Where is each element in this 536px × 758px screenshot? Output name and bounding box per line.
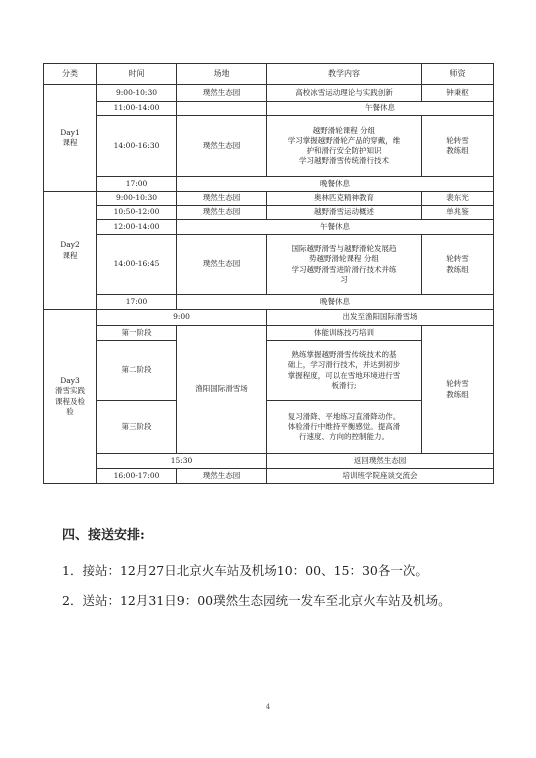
table-row xyxy=(44,220,494,235)
content-cell: 晚餐休息 xyxy=(177,177,494,192)
time-cell: 15:30 xyxy=(97,454,267,469)
table-row xyxy=(44,206,494,220)
content-cell: 国际越野滑雪与越野滑轮发展趋 势越野滑轮课程 分组 学习越野滑雪进阶滑行技术并练 习 xyxy=(267,235,422,295)
header-time: 时间 xyxy=(97,64,177,85)
time-cell: 第二阶段 xyxy=(97,341,177,401)
content-cell: 培训班学院座谈交流会 xyxy=(267,469,494,484)
content-cell: 体能训练技巧培训 xyxy=(267,326,422,341)
section-title: 四、接送安排: xyxy=(62,528,145,543)
time-cell: 11:00-14:00 xyxy=(97,102,177,116)
venue-cell: 渔阳国际滑雪场 xyxy=(177,326,267,454)
venue-cell xyxy=(177,102,267,116)
table-row xyxy=(44,177,494,192)
time-cell: 9:00 xyxy=(97,310,267,326)
venue-cell: 璞然生态园 xyxy=(177,116,267,177)
time-cell: 9:00-10:30 xyxy=(97,85,177,102)
header-teacher: 师资 xyxy=(422,64,494,85)
time-cell: 14:00-16:45 xyxy=(97,235,177,295)
venue-cell: 璞然生态园 xyxy=(177,206,267,220)
schedule-table xyxy=(43,63,494,484)
page-number: 4 xyxy=(265,703,271,711)
table-row xyxy=(44,235,494,295)
venue-cell: 璞然生态园 xyxy=(177,85,267,102)
teacher-cell: 轮转雪 教练组 xyxy=(422,235,494,295)
day1-label: Day1 课程 xyxy=(44,85,97,192)
teacher-cell: 单兆鉴 xyxy=(422,206,494,220)
teacher-cell: 钟秉枢 xyxy=(422,85,494,102)
table-row xyxy=(44,116,494,177)
header-venue: 场地 xyxy=(177,64,267,85)
time-cell: 第三阶段 xyxy=(97,401,177,454)
content-cell: 晚餐休息 xyxy=(177,295,494,310)
time-cell: 14:00-16:30 xyxy=(97,116,177,177)
table-row xyxy=(44,454,494,469)
content-cell: 奥林匹克精神教育 xyxy=(267,192,422,206)
venue-cell: 璞然生态园 xyxy=(177,235,267,295)
time-cell: 16:00-17:00 xyxy=(97,469,177,484)
content-cell: 越野滑轮课程 分组 学习掌握越野滑轮产品的穿戴，维 护和滑行安全防护知识 学习越野滑雪传统滑行技术 xyxy=(267,116,422,177)
day3-label: Day3 滑雪实践 课程及检 验 xyxy=(44,310,97,484)
table-row xyxy=(44,326,494,341)
content-cell: 熟练掌握越野滑雪传统技术的基 础上，学习滑行技术，并达到初步 掌握程度，可以在雪地环境进行雪 板滑行; xyxy=(267,341,422,401)
time-cell: 17:00 xyxy=(97,295,177,310)
pickup-line: 1．接站：12月27日北京火车站及机场10：00、15：30各一次。 xyxy=(62,563,428,578)
teacher-cell: 轮转雪 教练组 xyxy=(422,116,494,177)
content-cell: 返回璞然生态园 xyxy=(267,454,494,469)
time-cell: 12:00-14:00 xyxy=(97,220,177,235)
content-cell: 午餐休息 xyxy=(177,220,494,235)
content-cell: 复习滑降、平地练习直滑降动作。 体验滑行中维持平衡感觉。提高滑 行速度、方向的控制能力。 xyxy=(267,401,422,454)
header-content: 教学内容 xyxy=(267,64,422,85)
table-row xyxy=(44,469,494,484)
time-cell: 9:00-10:30 xyxy=(97,192,177,206)
header-category: 分类 xyxy=(44,64,97,85)
table-row xyxy=(44,192,494,206)
teacher-cell: 裴东光 xyxy=(422,192,494,206)
venue-cell: 璞然生态园 xyxy=(177,469,267,484)
table-row xyxy=(44,85,494,102)
table-row xyxy=(44,295,494,310)
dropoff-line: 2．送站：12月31日9：00璞然生态园统一发车至北京火车站及机场。 xyxy=(62,593,451,608)
time-cell: 10:50-12:00 xyxy=(97,206,177,220)
time-cell: 第一阶段 xyxy=(97,326,177,341)
content-cell: 出发至渔阳国际滑雪场 xyxy=(267,310,494,326)
content-cell: 越野滑雪运动概述 xyxy=(267,206,422,220)
content-cell: 午餐休息 xyxy=(267,102,494,116)
time-cell: 17:00 xyxy=(97,177,177,192)
day2-label: Day2 课程 xyxy=(44,192,97,310)
table-row xyxy=(44,102,494,116)
venue-cell: 璞然生态园 xyxy=(177,192,267,206)
content-cell: 高校冰雪运动理论与实践创新 xyxy=(267,85,422,102)
table-row xyxy=(44,310,494,326)
table-header-row xyxy=(44,64,494,85)
teacher-cell: 轮转雪 教练组 xyxy=(422,326,494,454)
